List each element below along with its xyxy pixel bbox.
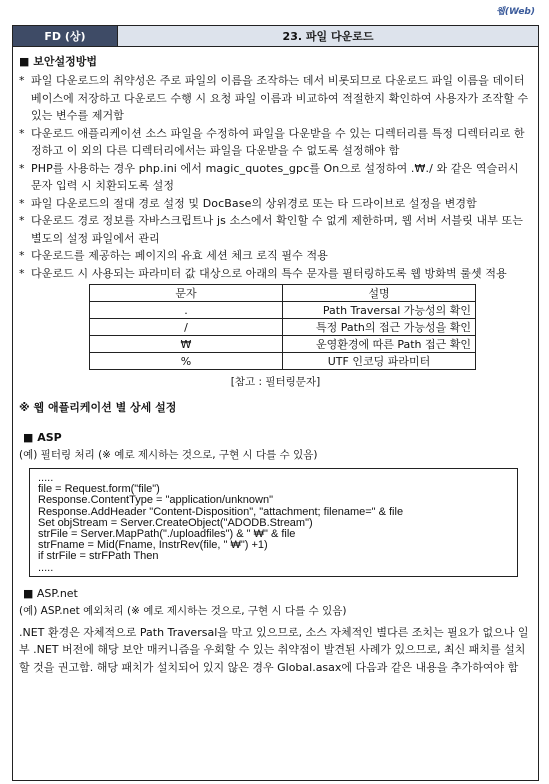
cell-char: % bbox=[90, 353, 283, 370]
aspnet-paragraph: .NET 환경은 자체적으로 Path Traversal을 막고 있으므로, 소스 자체적인 별다른 조치는 필요가 없으나 일부 .NET 버전에 해당 보안 매커니즘을 우회할 수 있는 취약점이 발견된 사례가 있으므로, 최신 패치를 설치할 것을 권고함. 해당 패치가 설치되어 있지 않은 경우 Global.asax에 다음과 같은 내용을 추가하여야 함 bbox=[19, 625, 529, 674]
table-row bbox=[90, 302, 476, 319]
code-line: Response.ContentType = "application/unknown" bbox=[38, 494, 273, 507]
header-desc: 설명 bbox=[283, 285, 476, 302]
item-id: FD (상) bbox=[13, 26, 117, 46]
table-row bbox=[90, 336, 476, 353]
code-line: strFname = Mid(Fname, InstrRev(file, " ₩") +1) bbox=[38, 539, 268, 552]
bullet-item: * 다운로드를 제공하는 페이지의 유효 세션 체크 로직 필수 적용 bbox=[19, 247, 532, 265]
filter-characters-table bbox=[89, 284, 476, 370]
bullet-star: * bbox=[19, 161, 25, 175]
table-header-row bbox=[90, 285, 476, 302]
table-row bbox=[90, 353, 476, 370]
code-line: file = Request.form("file") bbox=[38, 483, 160, 496]
bullet-star: * bbox=[19, 266, 25, 280]
bullet-star: * bbox=[19, 196, 25, 210]
code-line: ..... bbox=[38, 561, 54, 574]
document-page bbox=[12, 25, 539, 781]
bullet-star: * bbox=[19, 126, 25, 140]
bullet-item: * 파일 다운로드의 절대 경로 설정 및 DocBase의 상위경로 또는 타 드라이브로 설정을 변경함 bbox=[19, 195, 532, 213]
bullet-star: * bbox=[19, 249, 25, 262]
security-method-title: ■ 보안설정방법 bbox=[19, 55, 97, 68]
aspnet-example-note: (예) ASP.net 예외처리 (※ 예로 제시하는 것으로, 구현 시 다를 수 있음) bbox=[19, 604, 347, 617]
bullet-star: * bbox=[19, 214, 25, 227]
item-title: 23. 파일 다운로드 bbox=[117, 26, 538, 46]
item-header bbox=[13, 26, 538, 47]
web-category-tag: 웹(Web) bbox=[496, 7, 535, 17]
cell-desc: 운영환경에 따른 Path 접근 확인 bbox=[283, 336, 476, 353]
content-body bbox=[13, 47, 538, 676]
table-row bbox=[90, 319, 476, 336]
bullet-star: * bbox=[19, 74, 25, 87]
cell-desc: 특정 Path의 접근 가능성을 확인 bbox=[283, 319, 476, 336]
table-caption: [참고 : 필터링문자] bbox=[230, 376, 321, 388]
bullet-item: * PHP를 사용하는 경우 php.ini 에서 magic_quotes_gpc를 On으로 설정하여 .₩./ 와 같은 역슬러시 문자 입력 시 치환되도록 설정 bbox=[19, 160, 532, 195]
code-line: Set objStream = Server.CreateObject("ADODB.Stream") bbox=[38, 516, 313, 529]
aspnet-section-title: ■ ASP.net bbox=[23, 586, 78, 600]
code-line: ..... bbox=[38, 472, 54, 484]
code-line: strFile = Server.MapPath("./uploadfiles") & " ₩" & file bbox=[38, 528, 296, 541]
detail-settings-title: ※ 웹 애플리케이션 별 상세 설정 bbox=[19, 401, 177, 414]
cell-char: / bbox=[90, 319, 283, 336]
asp-section-title: ■ ASP bbox=[23, 431, 62, 444]
asp-example-note: (예) 필터링 처리 (※ 예로 제시하는 것으로, 구현 시 다를 수 있음) bbox=[19, 449, 318, 461]
bullet-item: * 다운로드 시 사용되는 파라미터 값 대상으로 아래의 특수 문자를 필터링하도록 웹 방화벽 룰셋 적용 bbox=[19, 265, 532, 283]
cell-char: . bbox=[90, 302, 283, 319]
bullet-item: * 다운로드 애플리케이션 소스 파일을 수정하여 파일을 다운받을 수 있는 디렉터리를 특정 디렉터리로 한정하고 이 외의 다른 디렉터리에서는 파일을 다운받을 수 없도록 설정해야 함 bbox=[19, 125, 532, 160]
cell-desc: UTF 인코딩 파라미터 bbox=[283, 353, 476, 370]
bullet-item: * 다운로드 경로 정보를 자바스크립트나 js 소스에서 확인할 수 없게 제한하며, 웹 서버 서블릿 내부 또는 별도의 설정 파일에서 관리 bbox=[19, 212, 532, 247]
code-line: if strFile = strFPath Then bbox=[38, 550, 159, 563]
asp-code-block bbox=[29, 468, 518, 577]
code-line: Response.AddHeader "Content-Disposition", "attachment; filename=" & file bbox=[38, 505, 404, 518]
cell-desc: Path Traversal 가능성의 확인 bbox=[283, 302, 476, 319]
header-char: 문자 bbox=[90, 285, 283, 302]
cell-char: ₩ bbox=[90, 336, 283, 353]
bullet-item: * 파일 다운로드의 취약성은 주로 파일의 이름을 조작하는 데서 비롯되므로 다운로드 파일 이름을 데이터베이스에 저장하고 다운로드 수행 시 요청 파일 이름과 비교하여 적절한지 확인하여 사용자가 조작할 수 있는 변수를 제거함 bbox=[19, 72, 532, 125]
